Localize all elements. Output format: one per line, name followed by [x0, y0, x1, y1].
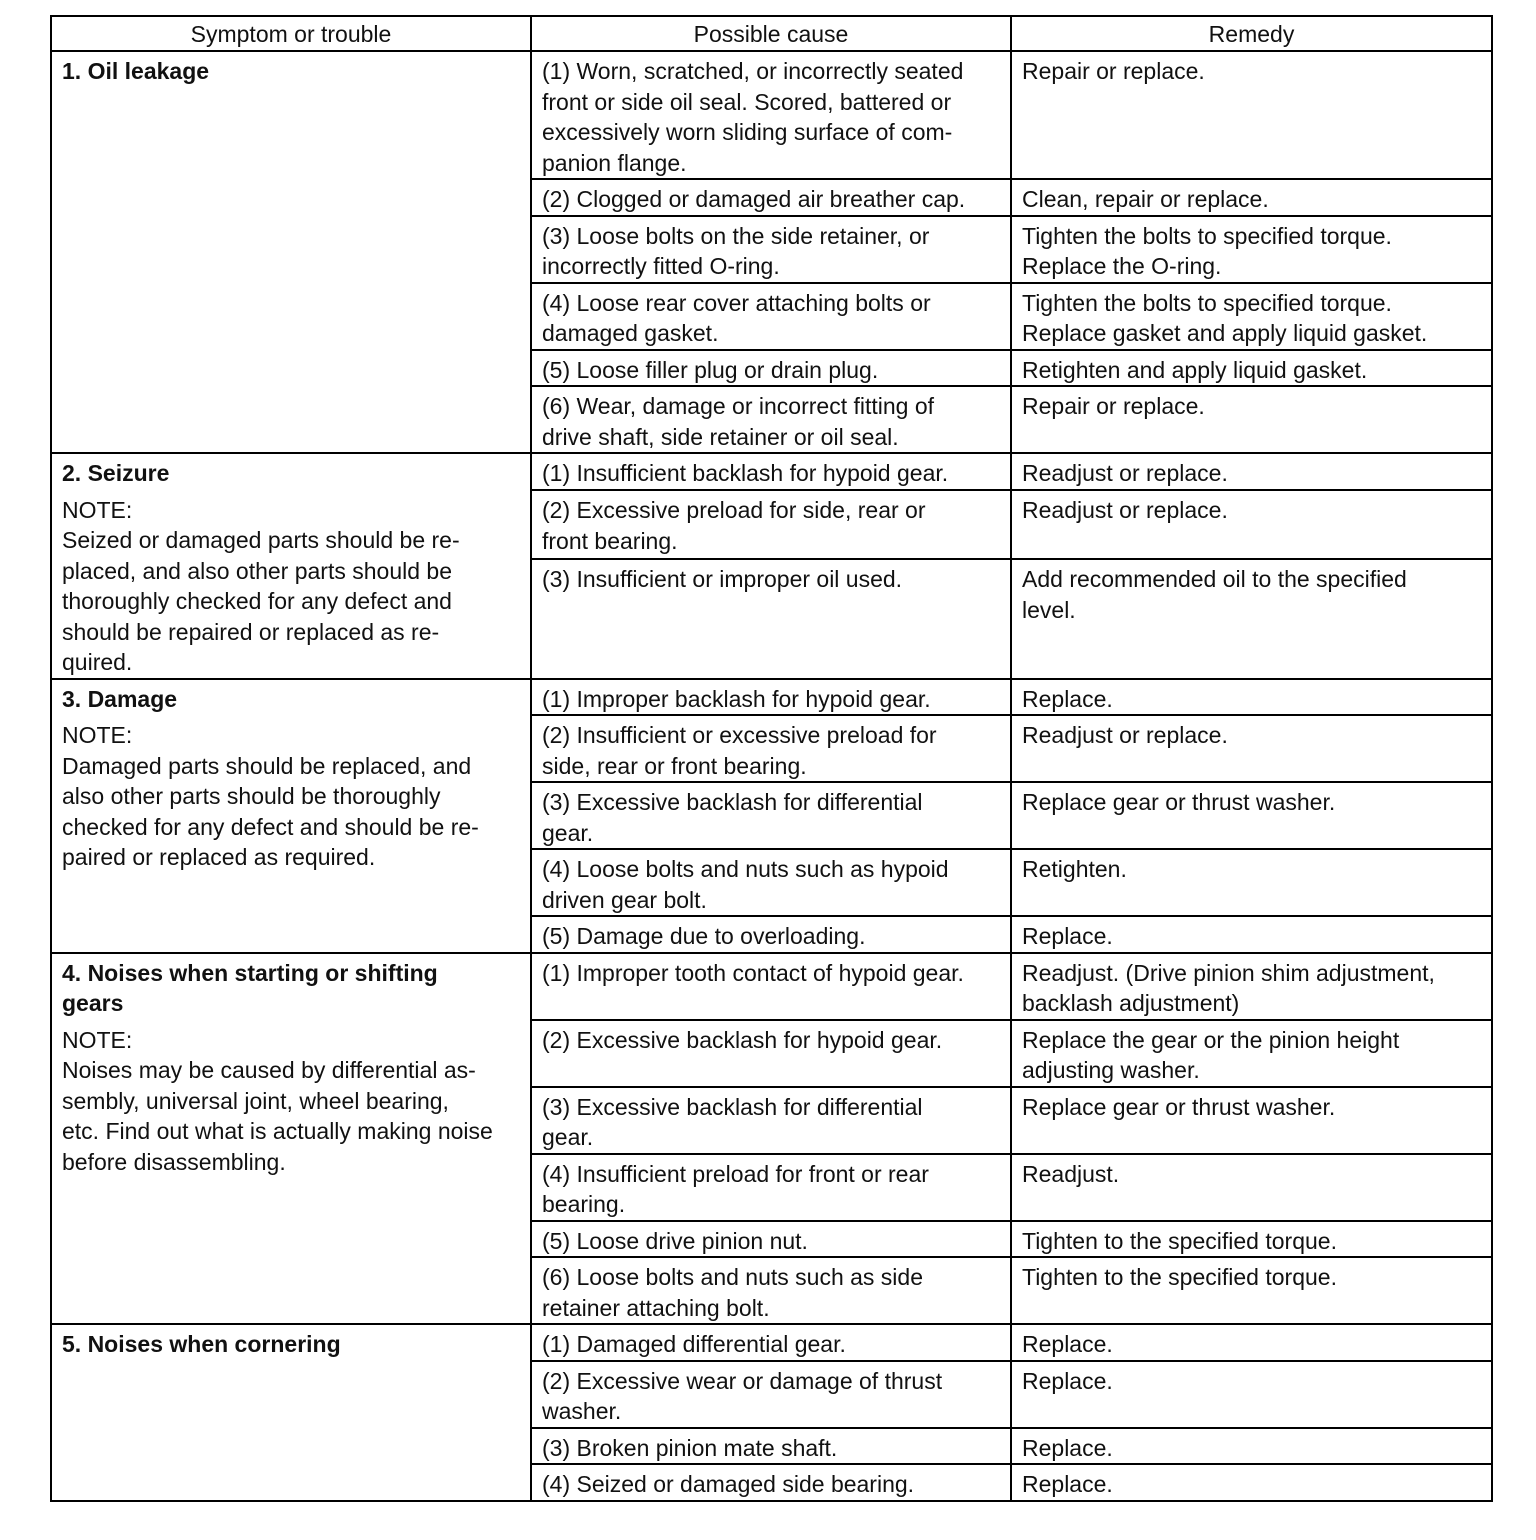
symptom-title: 3. Damage [62, 685, 178, 712]
remedy-cell: Readjust or replace. [1011, 490, 1492, 559]
remedy-cell: Repair or replace. [1011, 386, 1492, 453]
cause-cell: (3) Insufficient or improper oil used. [531, 559, 1011, 678]
symptom-title: 4. Noises when starting or shifting gears [62, 959, 438, 1016]
cause-cell: (4) Seized or damaged side bearing. [531, 1464, 1011, 1501]
remedy-cell: Tighten the bolts to specified torque. Replace the O-ring. [1011, 216, 1492, 283]
cause-cell: (2) Excessive backlash for hypoid gear. [531, 1020, 1011, 1087]
header-cause: Possible cause [531, 16, 1011, 51]
symptom-title: 5. Noises when cornering [62, 1331, 341, 1357]
remedy-cell: Readjust or replace. [1011, 453, 1492, 490]
symptom-cell [51, 953, 531, 1325]
remedy-cell: Replace. [1011, 1324, 1492, 1361]
table-row [51, 953, 1492, 1020]
remedy-cell: Replace. [1011, 1464, 1492, 1501]
cause-cell: (2) Excessive preload for side, rear or front bearing. [531, 490, 1011, 559]
remedy-cell: Readjust. [1011, 1154, 1492, 1221]
symptom-title: 1. Oil leakage [62, 58, 210, 84]
note-label: NOTE: [62, 722, 133, 748]
header-row [51, 16, 1492, 51]
remedy-cell: Tighten the bolts to specified torque. Replace gasket and apply liquid gasket. [1011, 283, 1492, 350]
remedy-cell: Tighten to the specified torque. [1011, 1221, 1492, 1258]
header-symptom: Symptom or trouble [51, 16, 531, 51]
symptom-cell [51, 1324, 531, 1501]
cause-cell: (3) Broken pinion mate shaft. [531, 1428, 1011, 1465]
cause-cell: (6) Loose bolts and nuts such as side retainer attaching bolt. [531, 1257, 1011, 1324]
symptom-title: 2. Seizure [62, 460, 170, 486]
remedy-cell: Retighten and apply liquid gasket. [1011, 350, 1492, 387]
table-row [51, 51, 1492, 179]
cause-cell: (4) Loose rear cover attaching bolts or damaged gasket. [531, 283, 1011, 350]
cause-cell: (3) Excessive backlash for differential gear. [531, 1087, 1011, 1154]
remedy-cell: Replace gear or thrust washer. [1011, 1087, 1492, 1154]
cause-cell: (3) Loose bolts on the side retainer, or incorrectly fitted O-ring. [531, 216, 1011, 283]
remedy-cell: Replace gear or thrust washer. [1011, 782, 1492, 849]
remedy-cell: Add recommended oil to the specified level. [1011, 559, 1492, 678]
remedy-cell: Clean, repair or replace. [1011, 179, 1492, 216]
symptom-cell [51, 51, 531, 453]
note-text: Noises may be caused by differential as- sembly, universal joint, wheel bearing, etc. Find out what is actually making noise before disassembling. [62, 1057, 493, 1175]
remedy-cell: Replace. [1011, 1428, 1492, 1465]
symptom-cell [51, 453, 531, 679]
remedy-cell: Replace. [1011, 679, 1492, 716]
cause-cell: (2) Insufficient or excessive preload for side, rear or front bearing. [531, 715, 1011, 782]
table-row [51, 453, 1492, 490]
remedy-cell: Replace the gear or the pinion height adjusting washer. [1011, 1020, 1492, 1087]
remedy-cell: Replace. [1011, 916, 1492, 953]
cause-cell: (2) Clogged or damaged air breather cap. [531, 179, 1011, 216]
cause-cell: (6) Wear, damage or incorrect fitting of drive shaft, side retainer or oil seal. [531, 386, 1011, 453]
cause-cell: (1) Insufficient backlash for hypoid gear. [531, 453, 1011, 490]
cause-cell: (4) Loose bolts and nuts such as hypoid driven gear bolt. [531, 849, 1011, 916]
cause-cell: (2) Excessive wear or damage of thrust washer. [531, 1361, 1011, 1428]
remedy-cell: Repair or replace. [1011, 51, 1492, 179]
remedy-cell: Readjust or replace. [1011, 715, 1492, 782]
table-row [51, 1324, 1492, 1361]
note-text: Damaged parts should be replaced, and also other parts should be thoroughly checked for any defect and should be re- paired or replaced as required. [62, 752, 479, 870]
cause-cell: (5) Loose filler plug or drain plug. [531, 350, 1011, 387]
note-label: NOTE: [62, 496, 133, 523]
remedy-cell: Replace. [1011, 1361, 1492, 1428]
cause-cell: (1) Improper backlash for hypoid gear. [531, 679, 1011, 716]
cause-cell: (3) Excessive backlash for differential gear. [531, 782, 1011, 849]
remedy-cell: Retighten. [1011, 849, 1492, 916]
cause-cell: (5) Damage due to overloading. [531, 916, 1011, 953]
cause-cell: (1) Improper tooth contact of hypoid gear. [531, 953, 1011, 1020]
symptom-cell [51, 679, 531, 953]
cause-cell: (1) Damaged differential gear. [531, 1324, 1011, 1361]
cause-cell: (5) Loose drive pinion nut. [531, 1221, 1011, 1258]
header-remedy: Remedy [1011, 16, 1492, 51]
cause-cell: (4) Insufficient preload for front or rear bearing. [531, 1154, 1011, 1221]
note-label: NOTE: [62, 1026, 133, 1053]
remedy-cell: Tighten to the specified torque. [1011, 1257, 1492, 1324]
troubleshooting-table [50, 15, 1493, 1502]
cause-cell: (1) Worn, scratched, or incorrectly seated front or side oil seal. Scored, battered or excessively worn sliding surface of com- panion flange. [531, 51, 1011, 179]
table-row [51, 679, 1492, 716]
remedy-cell: Readjust. (Drive pinion shim adjustment, backlash adjustment) [1011, 953, 1492, 1020]
note-text: Seized or damaged parts should be re- placed, and also other parts should be thoroughly checked for any defect and should be repaired or replaced as re- quired. [62, 527, 460, 675]
